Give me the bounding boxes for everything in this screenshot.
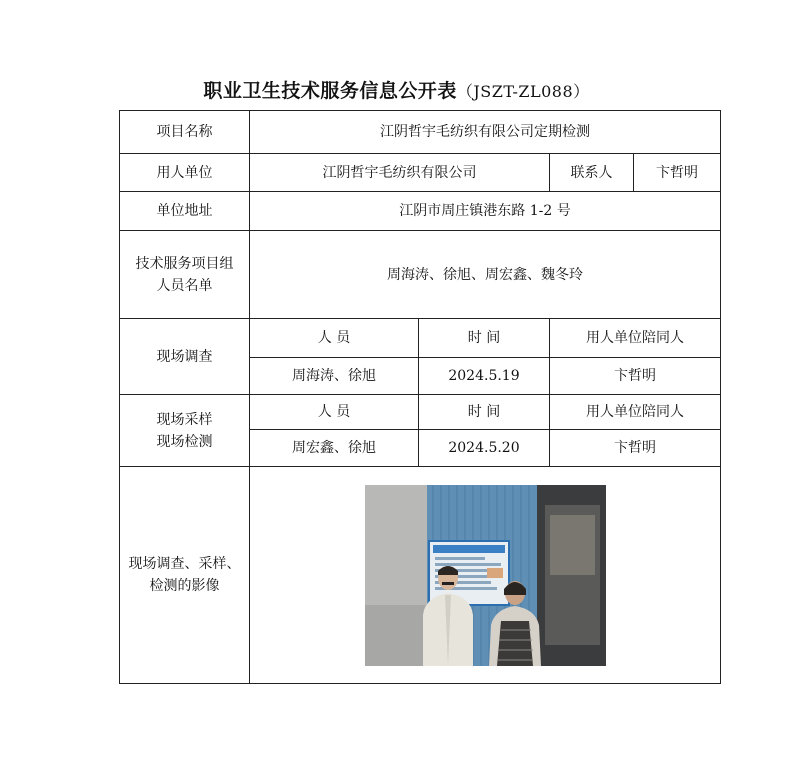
sampling-label-line1: 现场采样 — [156, 411, 213, 428]
title-code: （JSZT-ZL088） — [456, 82, 590, 101]
sampling-label-line2: 现场检测 — [156, 433, 213, 450]
row-survey-header — [120, 319, 721, 358]
survey-personnel: 周海涛、徐旭 — [250, 358, 419, 395]
project-name-label: 项目名称 — [120, 111, 250, 154]
title-main: 职业卫生技术服务信息公开表 — [203, 80, 457, 102]
survey-header-personnel: 人 员 — [250, 319, 419, 358]
team-label: 技术服务项目组人员名单 — [120, 231, 250, 319]
site-photo-drawing — [365, 485, 606, 666]
project-name-value: 江阴哲宇毛纺织有限公司定期检测 — [250, 111, 721, 154]
row-employer — [120, 154, 721, 192]
sampling-personnel: 周宏鑫、徐旭 — [250, 430, 419, 467]
row-images — [120, 467, 721, 684]
survey-label: 现场调查 — [120, 319, 250, 395]
row-sampling-header — [120, 395, 721, 430]
team-value: 周海涛、徐旭、周宏鑫、魏冬玲 — [250, 231, 721, 319]
survey-time: 2024.5.19 — [419, 358, 550, 395]
sampling-time: 2024.5.20 — [419, 430, 550, 467]
address-value: 江阴市周庄镇港东路 1-2 号 — [250, 192, 721, 231]
sampling-header-time: 时 间 — [419, 395, 550, 430]
survey-header-companion: 用人单位陪同人 — [550, 319, 721, 358]
images-label: 现场调查、采样、检测的影像 — [120, 467, 250, 684]
row-project-name — [120, 111, 721, 154]
address-label: 单位地址 — [120, 192, 250, 231]
row-address — [120, 192, 721, 231]
site-photo — [365, 485, 606, 666]
sampling-header-companion: 用人单位陪同人 — [550, 395, 721, 430]
contact-value: 卞哲明 — [634, 154, 721, 192]
survey-companion: 卞哲明 — [550, 358, 721, 395]
employer-value: 江阴哲宇毛纺织有限公司 — [250, 154, 550, 192]
sampling-companion: 卞哲明 — [550, 430, 721, 467]
survey-header-time: 时 间 — [419, 319, 550, 358]
row-team — [120, 231, 721, 319]
contact-label: 联系人 — [550, 154, 634, 192]
page-title — [0, 76, 793, 103]
info-table — [119, 110, 721, 684]
images-cell — [250, 467, 721, 684]
employer-label: 用人单位 — [120, 154, 250, 192]
sampling-header-personnel: 人 员 — [250, 395, 419, 430]
sampling-label — [120, 395, 250, 467]
